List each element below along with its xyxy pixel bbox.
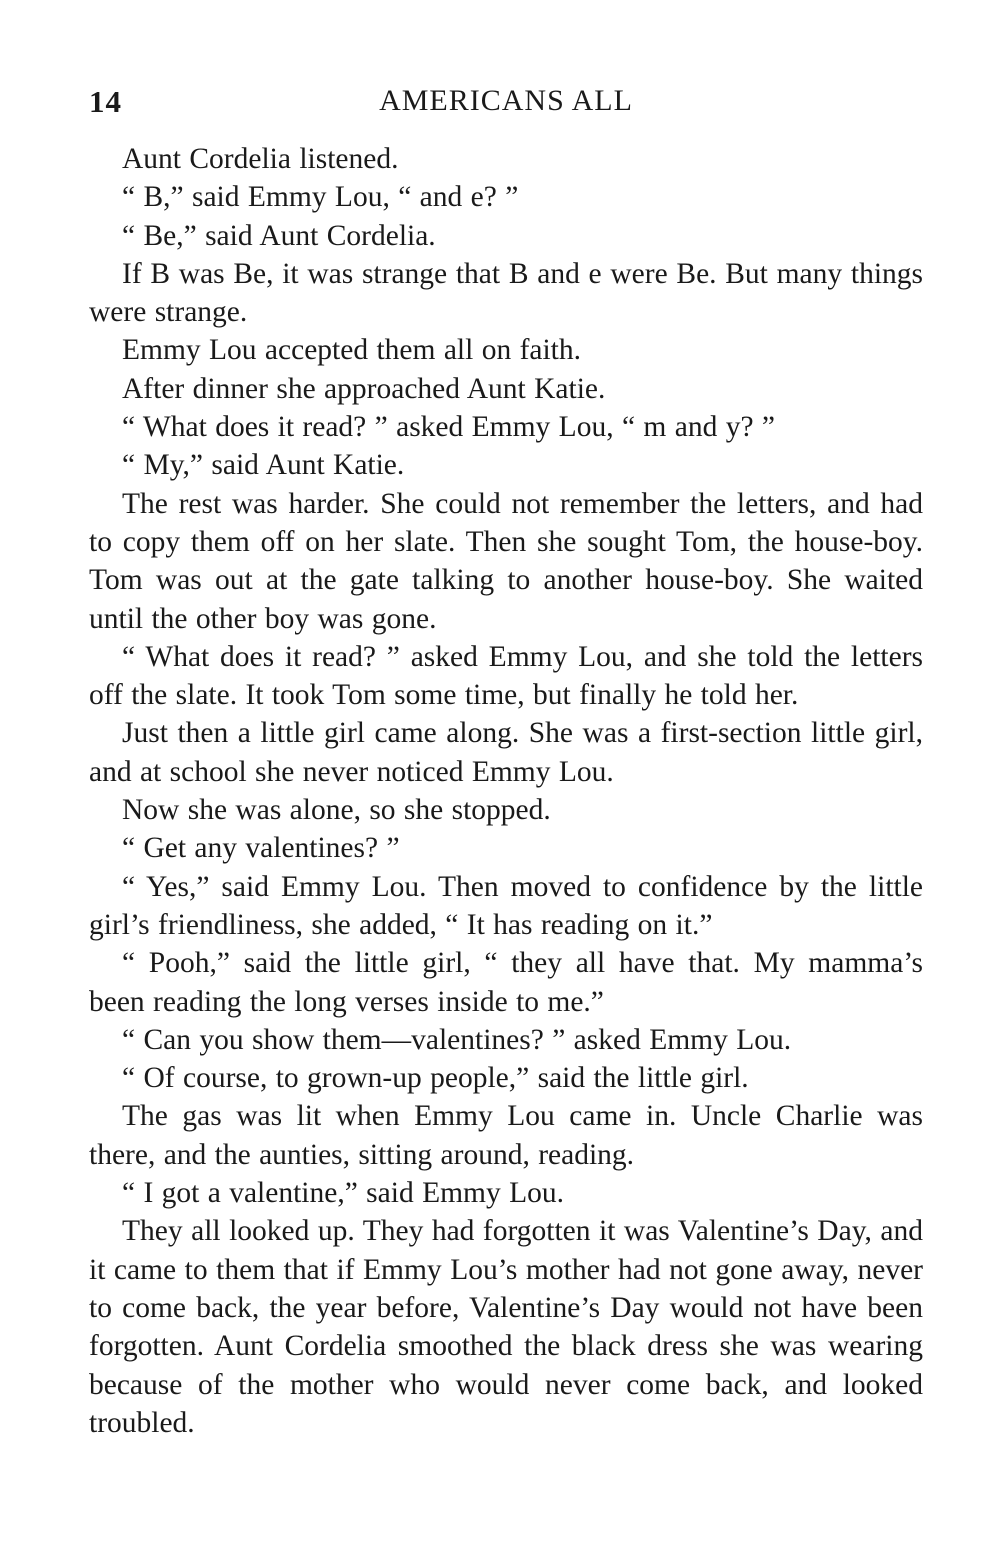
- paragraph: “ What does it read? ” asked Emmy Lou, and she told the letters off the slate. It took Tom some time, but finally he told her.: [89, 640, 923, 712]
- paragraph: “ Of course, to grown-up people,” said the little girl.: [122, 1062, 749, 1095]
- paragraph: The rest was harder. She could not remember the letters, and had to copy them off on her slate. Then she sought Tom, the house-boy. Tom was out at the gate talking to another house-boy. She waited until the other boy was gone.: [89, 487, 923, 635]
- paragraph: The gas was lit when Emmy Lou came in. Uncle Charlie was there, and the aunties, sitting around, reading.: [89, 1100, 923, 1171]
- paragraph: Aunt Cordelia listened.: [122, 143, 399, 175]
- paragraph: If B was Be, it was strange that B and e were Be. But many things were strange.: [89, 257, 923, 329]
- paragraph: “ Get any valentines? ”: [122, 832, 400, 865]
- paragraph: “ What does it read? ” asked Emmy Lou, “ m and y? ”: [122, 411, 776, 444]
- paragraph: They all looked up. They had forgotten it was Valentine’s Day, and it came to them that if Emmy Lou’s mother had not gone away, never to come back, the year before, Valentine’s Day would not have been forgotten. Aunt Cordelia smoothed the black dress she was wearing because of the mother who would never come back, and looked troubled.: [89, 1215, 923, 1439]
- paragraph: “ I got a valentine,” said Emmy Lou.: [122, 1177, 564, 1210]
- running-title: AMERICANS ALL: [379, 84, 633, 117]
- body-text: [89, 140, 923, 1442]
- paragraph: After dinner she approached Aunt Katie.: [122, 372, 606, 405]
- paragraph: Just then a little girl came along. She was a first-section little girl, and at school she never noticed Emmy Lou.: [89, 717, 923, 788]
- page-number: 14: [89, 84, 122, 119]
- paragraph: “ B,” said Emmy Lou, “ and e? ”: [122, 181, 519, 214]
- paragraph: “ Pooh,” said the little girl, “ they all have that. My mamma’s been reading the long verses inside to me.”: [89, 947, 923, 1018]
- page-header: [89, 84, 923, 128]
- paragraph: “ Can you show them—valentines? ” asked Emmy Lou.: [122, 1023, 792, 1056]
- paragraph: “ Be,” said Aunt Cordelia.: [122, 219, 436, 252]
- paragraph: “ My,” said Aunt Katie.: [122, 449, 405, 482]
- paragraph: Emmy Lou accepted them all on faith.: [122, 334, 582, 367]
- paragraph: Now she was alone, so she stopped.: [122, 794, 551, 827]
- paragraph: “ Yes,” said Emmy Lou. Then moved to confidence by the little girl’s friendliness, she added, “ It has reading on it.”: [89, 870, 923, 941]
